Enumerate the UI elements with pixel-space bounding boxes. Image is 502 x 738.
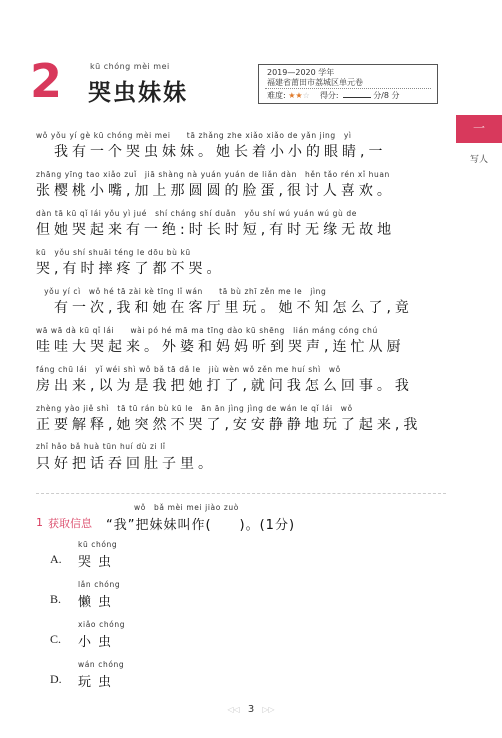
star-filled-icon: ★★: [288, 91, 303, 100]
question-text: “我”把妹妹叫作( )。(1分): [106, 518, 296, 533]
score-total: 分/8 分: [373, 91, 400, 100]
line-text: 房出来,以为是我把她打了,就问我怎么回事。我: [36, 378, 413, 394]
score-blank: [343, 97, 371, 98]
option-text: 懒虫: [78, 595, 119, 610]
line-pinyin: zhǐ hǎo bǎ huà tūn huí dù zi lǐ: [36, 442, 166, 451]
page-deco-right-icon: ▷▷: [262, 705, 275, 714]
option-letter: D.: [50, 672, 62, 686]
passage-line: [36, 169, 446, 208]
line-text: 张樱桃小嘴,加上那圆圆的脸蛋,很讨人喜欢。: [36, 183, 395, 199]
line-pinyin: wā wā dà kū qǐ lái wài pó hé mā ma tīng dào kū shēng lián máng cóng chú: [36, 326, 378, 335]
passage-line: [36, 208, 446, 247]
exam-year: 2019—2020 学年: [267, 68, 335, 77]
option-pinyin: lǎn chóng: [78, 580, 121, 589]
line-pinyin: dàn tā kū qǐ lái yǒu yì jué shí cháng shí duǎn yǒu shí wú yuán wú gù de: [36, 209, 357, 218]
option-letter: B.: [50, 592, 62, 606]
difficulty-label: 难度:: [267, 91, 286, 100]
line-pinyin: zhèng yào jiě shì tā tū rán bù kū le ān ān jìng jìng de wán le qǐ lái wǒ: [36, 404, 353, 413]
page-title: 哭虫妹妹: [88, 80, 188, 106]
question-pinyin: wǒ bǎ mèi mei jiào zuò: [134, 503, 239, 512]
line-text: 只好把话吞回肚子里。: [36, 456, 216, 472]
star-empty-icon: ☆: [302, 91, 310, 100]
option-pinyin: wán chóng: [78, 660, 125, 669]
line-text: 我有一个哭虫妹妹。她长着小小的眼睛,一: [36, 144, 387, 160]
line-pinyin: fáng chū lái yǐ wéi shì wǒ bǎ tā dǎ le jiù wèn wǒ zěn me huí shì wǒ: [36, 365, 341, 374]
option-pinyin: xiǎo chóng: [78, 620, 126, 629]
page-deco-left-icon: ◁◁: [227, 705, 240, 714]
line-text: 哇哇大哭起来。外婆和妈妈听到哭声,连忙从厨: [36, 339, 405, 355]
page-number: 3: [247, 704, 255, 715]
passage-line: [36, 364, 446, 403]
page-number-footer: [0, 704, 502, 715]
question-number: 1: [36, 516, 43, 529]
line-text: 但她哭起来有一绝:时长时短,有时无缘无故地: [36, 222, 396, 238]
passage-line: [36, 442, 446, 481]
option-letter: A.: [50, 552, 62, 566]
line-pinyin: zhāng yīng tao xiǎo zuǐ jiā shàng nà yuán yuán de liǎn dàn hěn tǎo rén xǐ huan: [36, 170, 390, 179]
title-pinyin: kū chóng mèi mei: [90, 62, 170, 71]
line-text: 正要解释,她突然不哭了,安安静静地玩了起来,我: [36, 417, 422, 433]
line-pinyin: wǒ yǒu yí gè kū chóng mèi mei tā zhǎng zhe xiǎo xiǎo de yǎn jing yì: [36, 131, 352, 140]
option-text: 玩虫: [78, 675, 119, 690]
question-skill-tag: 获取信息: [48, 517, 92, 530]
passage-line: [36, 325, 446, 364]
passage-line: [36, 247, 446, 286]
unit-tab-label: 写人: [469, 155, 488, 165]
passage-line: [36, 130, 446, 169]
exam-source: 福建省莆田市荔城区单元卷: [267, 78, 363, 87]
info-divider: [265, 88, 431, 89]
option-text: 哭虫: [78, 555, 119, 570]
reading-passage: [36, 130, 446, 481]
lesson-number: 2: [30, 54, 63, 108]
line-text: 哭,有时摔疼了都不哭。: [36, 261, 225, 277]
passage-line: [36, 403, 446, 442]
score-label: 得分:: [319, 91, 339, 100]
exam-info-box: [258, 64, 438, 104]
option-text: 小虫: [78, 635, 119, 650]
section-divider: [36, 493, 446, 494]
difficulty-stars: [288, 91, 310, 100]
line-text: 有一次,我和她在客厅里玩。她不知怎么了,竟: [36, 300, 413, 316]
unit-tab: 一: [456, 115, 502, 143]
option-letter: C.: [50, 632, 62, 646]
line-pinyin: kū yǒu shí shuāi téng le dōu bù kū: [36, 248, 191, 257]
passage-line: [36, 286, 446, 325]
option-pinyin: kū chóng: [78, 540, 118, 549]
line-pinyin: yǒu yí cì wǒ hé tā zài kè tīng lǐ wán tā bù zhī zěn me le jìng: [36, 287, 327, 296]
difficulty-score-line: [267, 90, 400, 101]
